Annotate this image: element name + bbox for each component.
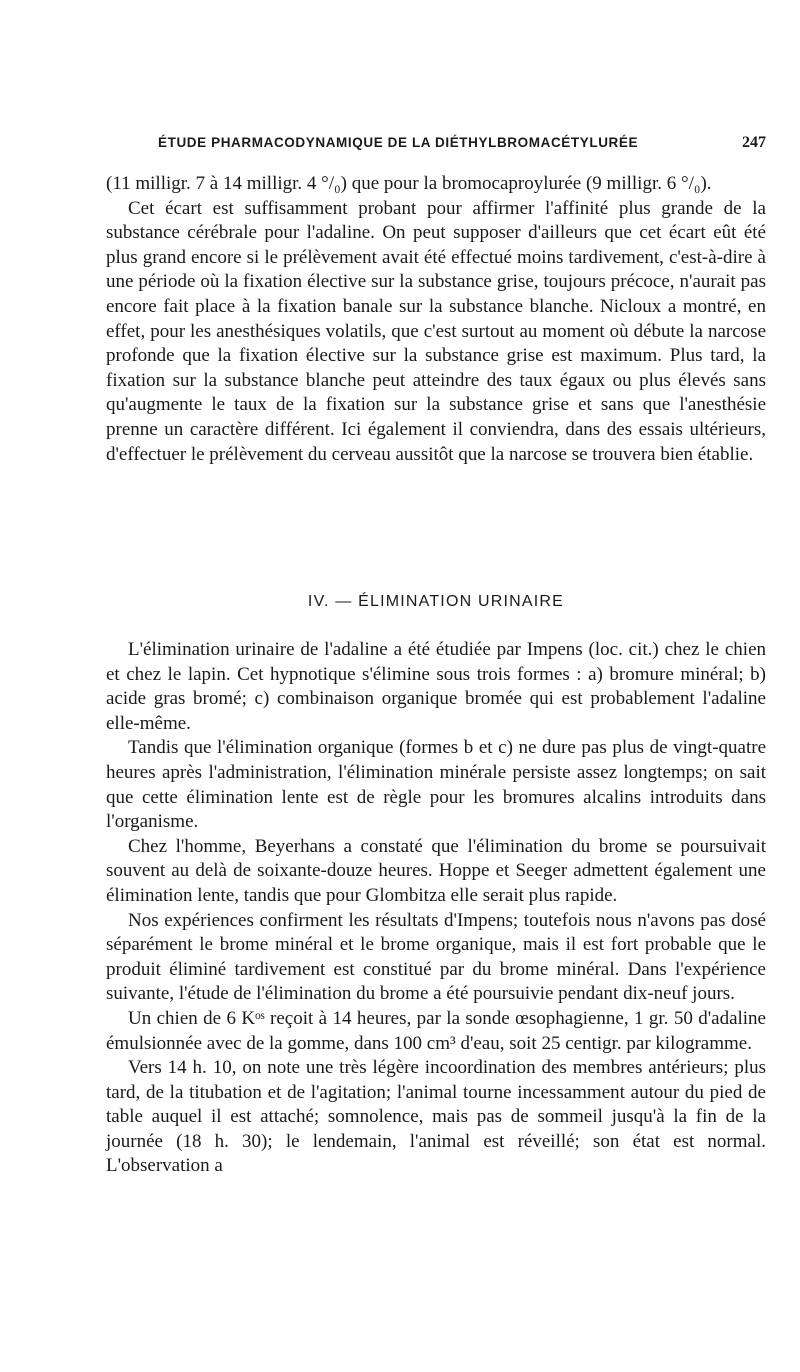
body-text-elimination bbox=[106, 638, 766, 1179]
running-title: ÉTUDE PHARMACODYNAMIQUE DE LA DIÉTHYLBROMACÉTYLURÉE bbox=[158, 135, 639, 150]
page-number: 247 bbox=[742, 134, 766, 151]
section-heading: IV. — ÉLIMINATION URINAIRE bbox=[307, 593, 565, 610]
paragraph: Un chien de 6 Kᵒˢ reçoit à 14 heures, par la sonde œsophagienne, 1 gr. 50 d'adaline émulsionnée avec de la gomme, dans 100 cm³ d'eau, soit 25 centigr. par kilogramme. bbox=[106, 1007, 766, 1054]
paragraph: Vers 14 h. 10, on note une très légère incoordination des membres antérieurs; plus tard, de la titubation et de l'agitation; l'animal tourne incessamment autour du pied de table auquel il est attaché; somnolence, mais pas de sommeil jusqu'à la fin de la journée (18 h. 30); le lendemain, l'animal est réveillé; son état est normal. L'observation a bbox=[106, 1057, 766, 1177]
paragraph: Tandis que l'élimination organique (formes b et c) ne dure pas plus de vingt-quatre heures après l'administration, l'élimination minérale persiste assez longtemps; on sait que cette élimination lente est de règle pour les bromures alcalins introduits dans l'organisme. bbox=[106, 737, 766, 833]
paragraph: Cet écart est suffisamment probant pour affirmer l'affinité plus grande de la substance cérébrale pour l'adaline. On peut supposer d'ailleurs que cet écart eût été plus grand encore si le prélèvement avait été effectué moins tardivement, c'est-à-dire à une période où la fixation élective sur la substance grise, toujours précoce, n'aurait pas encore fait place à la fixation banale sur la substance blanche. Nicloux a montré, en effet, pour les anesthésiques volatils, que c'est surtout au moment où débute la narcose profonde que la fixation élective sur la substance grise est maximum. Plus tard, la fixation sur la substance blanche peut atteindre des taux égaux ou plus élevés sans qu'augmente le taux de la fixation sur la substance grise et sans que l'anesthésie prenne un caractère différent. Ici également il conviendra, dans des essais ultérieurs, d'effectuer le prélèvement du cerveau aussitôt que la narcose se trouvera bien établie. bbox=[106, 197, 766, 465]
running-head bbox=[106, 133, 766, 155]
paragraph: (11 milligr. 7 à 14 milligr. 4 °/₀) que pour la bromocaproylurée (9 milligr. 6 °/₀). bbox=[106, 173, 712, 194]
paragraph: Nos expériences confirment les résultats d'Impens; toutefois nous n'avons pas dosé séparément le brome minéral et le brome organique, mais il est fort probable que le produit éliminé tardivement est constitué par du brome minéral. Dans l'expérience suivante, l'étude de l'élimination du brome a été poursuivie pendant dix-neuf jours. bbox=[106, 909, 766, 1005]
body-text-top bbox=[106, 172, 766, 467]
paragraph: L'élimination urinaire de l'adaline a été étudiée par Impens (loc. cit.) chez le chien et chez le lapin. Cet hypnotique s'élimine sous trois formes : a) bromure minéral; b) acide gras bromé; c) combinaison organique bromée qui est probablement l'adaline elle-même. bbox=[106, 639, 766, 734]
paragraph: Chez l'homme, Beyerhans a constaté que l'élimination du brome se poursuivait souvent au delà de soixante-douze heures. Hoppe et Seeger admettent également une élimination lente, tandis que pour Glombitza elle serait plus rapide. bbox=[106, 835, 766, 906]
